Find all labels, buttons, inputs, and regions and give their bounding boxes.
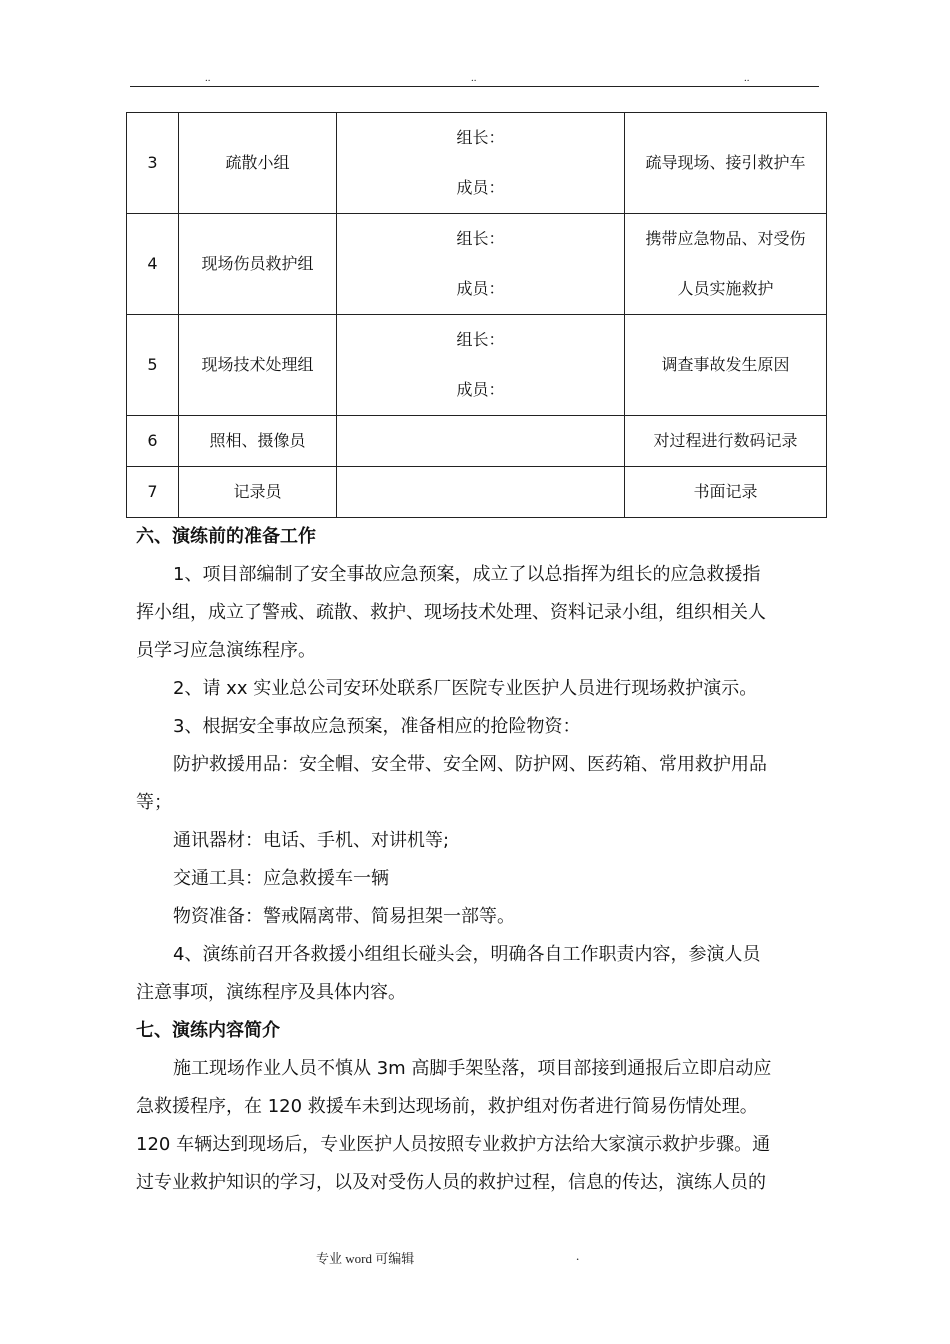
paragraph-line: 120 车辆达到现场后，专业医护人员按照专业救护方法给大家演示救护步骤。通	[136, 1134, 771, 1155]
paragraph-line: 挥小组，成立了警戒、疏散、救护、现场技术处理、资料记录小组，组织相关人	[136, 602, 766, 623]
footer-dot: .	[576, 1248, 580, 1263]
paragraph-line: 急救援程序，在 120 救援车未到达现场前，救护组对伤者进行简易伤情处理。	[136, 1096, 758, 1117]
section-6-heading: 六、演练前的准备工作	[136, 526, 316, 547]
paragraph-line: 防护救援用品：安全帽、安全带、安全网、防护网、医药箱、常用救护用品	[173, 754, 767, 775]
paragraph-line: 注意事项，演练程序及具体内容。	[136, 982, 406, 1003]
paragraph-line: 3、根据安全事故应急预案，准备相应的抢险物资：	[173, 716, 581, 737]
leader-label: 组长：	[456, 229, 505, 248]
header-rule	[130, 86, 819, 87]
paragraph-line: 通讯器材：电话、手机、对讲机等;	[173, 830, 450, 851]
table-row	[127, 467, 827, 518]
paragraph-line: 2、请 xx 实业总公司安环处联系厂医院专业医护人员进行现场救护演示。	[173, 678, 758, 699]
header-dot-left: ..	[205, 72, 211, 84]
row-number: 5	[127, 315, 179, 416]
table-row	[127, 214, 827, 315]
paragraph-line: 等；	[136, 792, 172, 813]
role-cell	[337, 416, 625, 467]
leader-label: 组长：	[456, 330, 505, 349]
duty-text: 对过程进行数码记录	[653, 431, 798, 450]
duty-cell	[625, 416, 827, 467]
header-dot-center: ..	[471, 72, 477, 84]
member-label: 成员：	[456, 279, 505, 298]
table-row	[127, 113, 827, 214]
group-name: 现场伤员救护组	[179, 214, 337, 315]
paragraph-line: 员学习应急演练程序。	[136, 640, 316, 661]
duty-text: 疏导现场、接引救护车	[645, 153, 806, 172]
table-row	[127, 416, 827, 467]
row-number: 6	[127, 416, 179, 467]
paragraph-line: 交通工具：应急救援车一辆	[173, 868, 389, 889]
duty-cell	[625, 467, 827, 518]
paragraph-line: 物资准备：警戒隔离带、简易担架一部等。	[173, 906, 515, 927]
role-cell	[337, 315, 625, 416]
duty-cell	[625, 113, 827, 214]
section-7-heading: 七、演练内容简介	[136, 1020, 280, 1041]
document-body	[136, 518, 818, 1202]
role-cell	[337, 467, 625, 518]
duty-text: 书面记录	[693, 482, 758, 501]
header-dot-right: ..	[744, 72, 750, 84]
member-label: 成员：	[456, 380, 505, 399]
paragraph-line: 4、演练前召开各救援小组组长碰头会，明确各自工作职责内容，参演人员	[173, 944, 761, 965]
paragraph-line: 施工现场作业人员不慎从 3m 高脚手架坠落，项目部接到通报后立即启动应	[173, 1058, 772, 1079]
duty-text: 人员实施救护	[677, 279, 774, 298]
paragraph-line: 1、项目部编制了安全事故应急预案，成立了以总指挥为组长的应急救援指	[173, 564, 761, 585]
row-number: 3	[127, 113, 179, 214]
footer-text: 专业 word 可编辑	[316, 1251, 415, 1266]
member-label: 成员：	[456, 178, 505, 197]
paragraph-line: 过专业救护知识的学习，以及对受伤人员的救护过程，信息的传达，演练人员的	[136, 1172, 766, 1193]
row-number: 4	[127, 214, 179, 315]
group-name: 疏散小组	[179, 113, 337, 214]
group-name: 记录员	[179, 467, 337, 518]
leader-label: 组长：	[456, 128, 505, 147]
duty-text: 携带应急物品、对受伤	[645, 229, 806, 248]
role-cell	[337, 113, 625, 214]
team-table	[126, 112, 827, 518]
table-row	[127, 315, 827, 416]
duty-cell	[625, 315, 827, 416]
duty-cell	[625, 214, 827, 315]
duty-text: 调查事故发生原因	[661, 355, 790, 374]
role-cell	[337, 214, 625, 315]
group-name: 现场技术处理组	[179, 315, 337, 416]
group-name: 照相、摄像员	[179, 416, 337, 467]
row-number: 7	[127, 467, 179, 518]
